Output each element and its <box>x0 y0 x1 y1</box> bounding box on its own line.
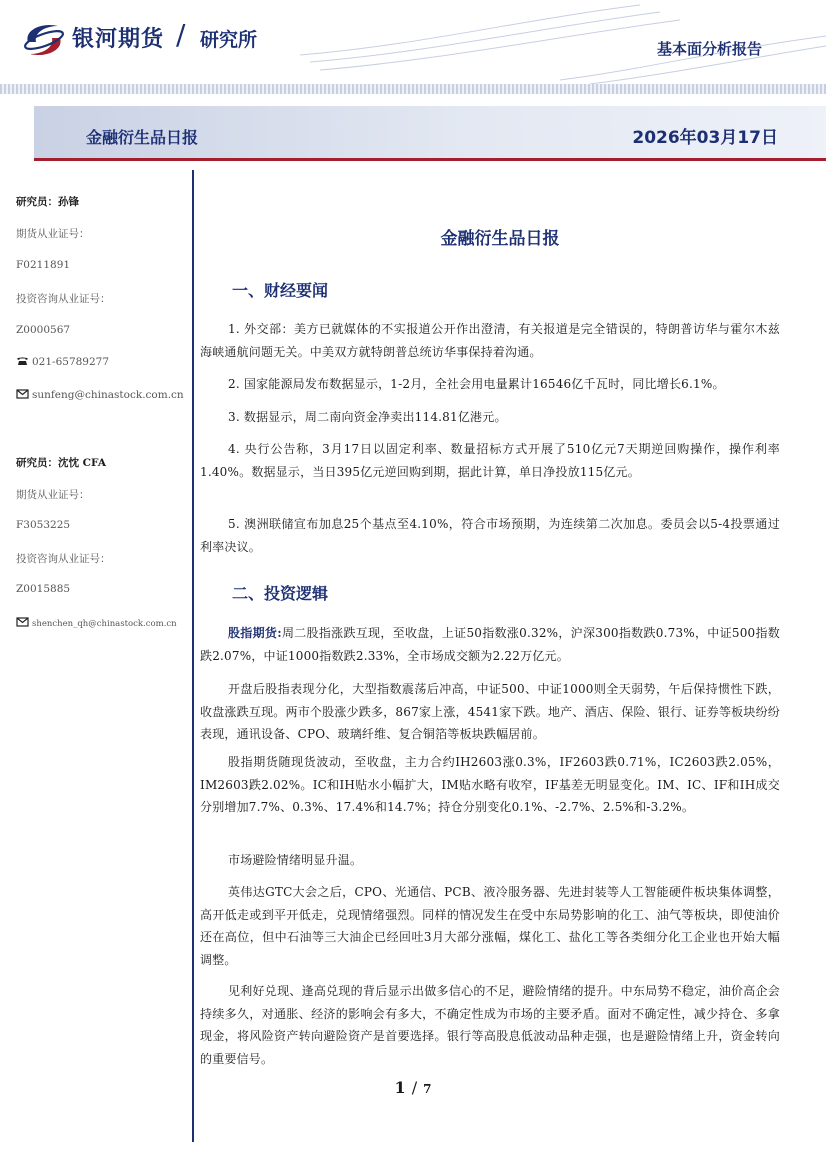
author1-license: F0211891 <box>16 259 71 271</box>
author1-name: 研究员：孙锋 <box>16 196 79 208</box>
section-heading-logic: 二、投资逻辑 <box>232 584 329 603</box>
author1-license-label: 期货从业证号： <box>16 228 90 240</box>
author1-email-row <box>16 389 184 401</box>
news-item-3: 3. 数据显示，周二南向资金净卖出114.81亿港元。 <box>228 410 507 424</box>
galaxy-logo-icon <box>22 20 66 60</box>
logic-paragraph-4: 市场避险情绪明显升温。 <box>228 853 363 867</box>
email-icon <box>16 389 29 399</box>
band-title: 金融衍生品日报 <box>86 128 199 147</box>
author2-license-label: 期货从业证号： <box>16 489 90 501</box>
logic-paragraph-1 <box>200 622 780 667</box>
report-type: 基本面分析报告 <box>656 40 762 58</box>
logic-paragraph-2: 开盘后股指表现分化，大型指数震荡后冲高，中证500、中证1000则全天弱势，午后保持惯性下跌，收盘涨跌互现。两市个股涨少跌多，867家上涨，4541家下跌。地产、酒店、保险、银行、证券等板块纷纷表现，通讯设备、CPO、玻璃纤维、复合铜箔等板块跌幅居前。 <box>200 682 780 741</box>
author1-phone: 021-65789277 <box>32 356 110 368</box>
logic-paragraph-3: 股指期货随现货波动，至收盘，主力合约IH2603涨0.3%，IF2603跌0.71%，IC2603跌2.05%，IM2603跌2.02%。IC和IH贴水小幅扩大，IM贴水略有收窄，IF基差无明显变化。IM、IC、IF和IH成交分别增加7.7%、0.3%、17.4%和14.7%；持仓分别变化0.1%、-2.7%、2.5%和-3.2%。 <box>200 755 780 814</box>
header-slash: / <box>176 18 186 51</box>
news-item-5: 5. 澳洲联储宣布加息25个基点至4.10%，符合市场预期，为连续第二次加息。委员会以5-4投票通过利率决议。 <box>200 517 780 554</box>
author1-invest-label: 投资咨询从业证号： <box>16 293 111 305</box>
title-band-underline <box>34 158 826 161</box>
sidebar-divider <box>192 170 194 1142</box>
author1-phone-row <box>16 356 109 368</box>
news-item-4: 4. 央行公告称，3月17日以固定利率、数量招标方式开展了510亿元7天期逆回购操作，操作利率1.40%。数据显示，当日395亿元逆回购到期，据此计算，单日净投放115亿元。 <box>200 442 780 479</box>
department-name: 研究所 <box>200 29 258 51</box>
logic-paragraph-1-text: 周二股指涨跌互现，至收盘，上证50指数涨0.32%，沪深300指数跌0.73%，中证500指数跌2.07%，中证1000指数跌2.33%，全市场成交额为2.22万亿元。 <box>200 626 780 663</box>
report-date: 2026年03月17日 <box>632 128 778 148</box>
news-item-1: 1. 外交部：美方已就媒体的不实报道公开作出澄清，有关报道是完全错误的，特朗普访华与霍尔木兹海峡通航问题无关。中美双方就特朗普总统访华事保持着沟通。 <box>200 322 780 359</box>
logic-paragraph-5: 英伟达GTC大会之后，CPO、光通信、PCB、液冷服务器、先进封装等人工智能硬件板块集体调整，高开低走或到平开低走，兑现情绪强烈。同样的情况发生在受中东局势影响的化工、油气等板块，即使油价还在高位，但中石油等三大油企已经回吐3月大部分涨幅，煤化工、盐化工等各类细分化工企业也开始大幅调整。 <box>200 885 780 967</box>
author2-email[interactable]: shenchen_qh@chinastock.com.cn <box>32 619 177 629</box>
author2-email-row <box>16 617 177 629</box>
page-separator: / <box>411 1078 418 1097</box>
author2-invest-label: 投资咨询从业证号： <box>16 553 111 565</box>
author2-name: 研究员：沈忱 CFA <box>16 457 106 469</box>
page-total: 7 <box>423 1082 432 1096</box>
page-current: 1 <box>394 1078 406 1097</box>
news-item-2: 2. 国家能源局发布数据显示，1-2月，全社会用电量累计16546亿千瓦时，同比增长6.1%。 <box>228 377 725 391</box>
email-icon <box>16 617 29 627</box>
author1-invest: Z0000567 <box>16 324 71 336</box>
document-title: 金融衍生品日报 <box>440 229 560 249</box>
section-heading-news: 一、财经要闻 <box>232 281 329 300</box>
brand-name: 银河期货 <box>72 27 165 52</box>
header-stripe <box>0 84 826 94</box>
page-number <box>0 1078 826 1097</box>
author1-email[interactable]: sunfeng@chinastock.com.cn <box>32 389 184 401</box>
author2-license: F3053225 <box>16 519 71 531</box>
phone-icon <box>16 356 29 366</box>
logic-paragraph-6: 见利好兑现、逢高兑现的背后显示出做多信心的不足，避险情绪的提升。中东局势不稳定，油价高企会持续多久，对通胀、经济的影响会有多大，不确定性成为市场的主要矛盾。面对不确定性，减少持仓、多拿现金，将风险资产转向避险资产是首要选择。银行等高股息低波动品种走强，也是避险情绪上升，资金转向的重要信号。 <box>200 984 780 1066</box>
author2-invest: Z0015885 <box>16 583 71 595</box>
stock-index-futures-label: 股指期货: <box>228 626 282 640</box>
